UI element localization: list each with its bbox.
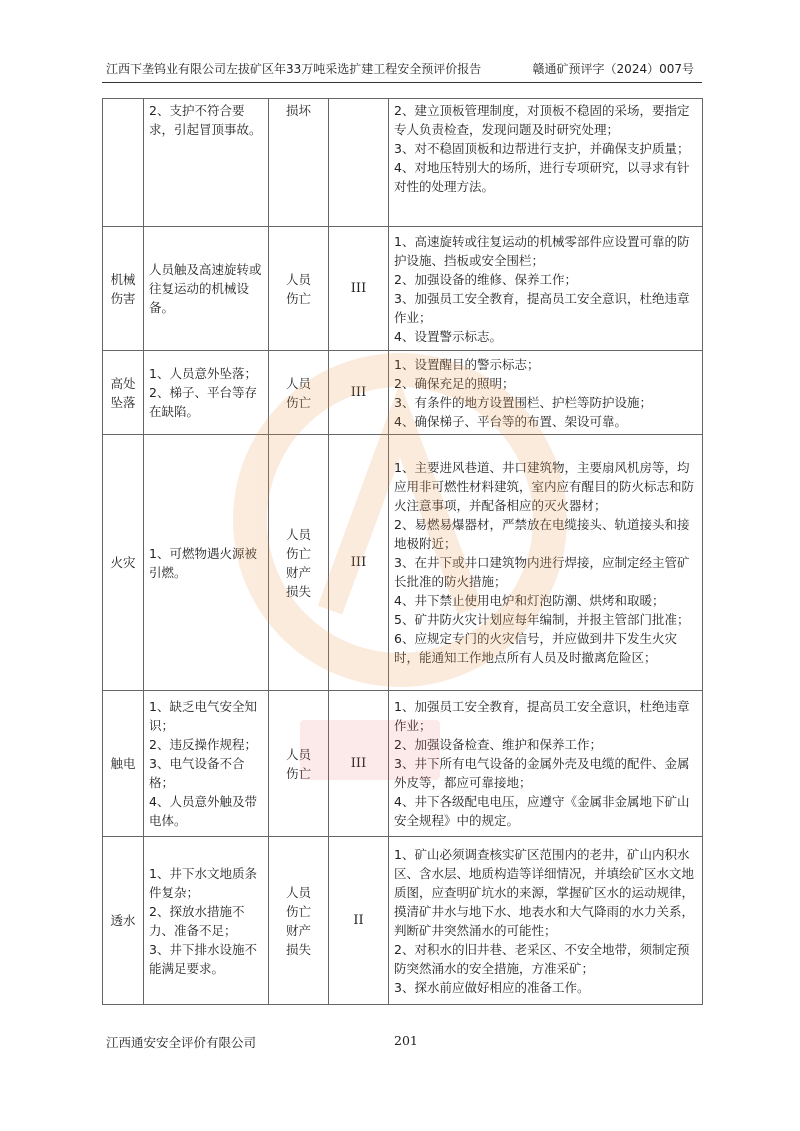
hazard-type-cell-line: 触电: [110, 756, 136, 771]
cause-cell: [144, 227, 269, 351]
cause-cell: [144, 99, 269, 227]
risk-level-cell-line: III: [350, 385, 367, 400]
risk-level-cell: [329, 351, 389, 435]
cause-cell-line: 4、人员意外触及带电体。: [149, 794, 257, 828]
table-row: [103, 227, 703, 351]
consequence-cell-line: 人员: [285, 884, 311, 900]
measures-cell-line: 2、建立顶板管理制度，对顶板不稳固的采场，要指定专人负责检查，发现问题及时研究处理；: [394, 103, 690, 137]
consequence-cell-line: 损坏: [285, 103, 311, 118]
measures-cell-line: 1、高速旋转或往复运动的机械零部件应设置可靠的防护设施、挡板或安全围栏；: [394, 233, 690, 268]
measures-cell-line: 2、对积水的旧井巷、老采区、不安全地带，须制定预防突然涌水的安全措施，方准采矿；: [394, 941, 690, 976]
cause-cell-line: 1、缺乏电气安全知识；: [149, 699, 257, 733]
measures-cell-line: 6、应规定专门的火灾信号，并应做到井下发生火灾时，能通知工作地点所有人员及时撤离危险区；: [394, 631, 677, 665]
page-number: 201: [394, 1033, 418, 1048]
measures-cell-line: 2、加强设备检查、维护和保养工作；: [394, 737, 602, 752]
consequence-cell-line: 伤亡: [285, 765, 311, 781]
hazard-type-cell-line: 透水: [110, 913, 136, 928]
consequence-cell-line: 伤亡: [285, 903, 311, 919]
consequence-cell: [269, 837, 329, 1005]
table-row: [103, 837, 703, 1005]
cause-cell-line: 1、人员意外坠落；: [149, 366, 257, 381]
consequence-cell-line: 财产: [285, 564, 311, 580]
measures-cell: [389, 351, 703, 435]
consequence-cell-line: 财产: [285, 922, 311, 938]
hazard-type-cell: [103, 435, 144, 691]
measures-cell-line: 4、井下各级配电电压，应遵守《金属非金属地下矿山安全规程》中的规定。: [394, 794, 690, 828]
measures-cell-line: 3、井下所有电气设备的金属外壳及电缆的配件、金属外皮等，都应可靠接地；: [394, 756, 690, 790]
measures-cell-line: 3、加强员工安全教育，提高员工安全意识，杜绝违章作业；: [394, 290, 690, 325]
cause-cell-line: 2、梯子、平台等存在缺陷。: [149, 385, 257, 419]
cause-cell: [144, 435, 269, 691]
measures-cell-line: 2、加强设备的维修、保养工作；: [394, 271, 577, 287]
measures-cell-line: 3、在井下或井口建筑物内进行焊接，应制定经主管矿长批准的防火措施；: [394, 555, 690, 589]
consequence-cell-line: 伤亡: [285, 545, 311, 561]
cause-cell-line: 2、违反操作规程；: [149, 737, 257, 752]
hazard-type-cell: [103, 99, 144, 227]
risk-level-cell-line: III: [350, 281, 367, 296]
cause-cell: [144, 837, 269, 1005]
report-title: 江西下垄钨业有限公司左拔矿区年33万吨采选扩建工程安全预评价报告: [106, 62, 482, 76]
measures-cell-line: 1、主要进风巷道、井口建筑物，主要扇风机房等，均应用非可燃性材料建筑，室内应有醒目的防火标志和防火注意事项，并配备相应的灭火器材；: [394, 460, 695, 513]
measures-cell-line: 4、确保梯子、平台等的布置、架设可靠。: [394, 413, 627, 429]
table-row: [103, 691, 703, 837]
hazard-type-cell-line: 高处坠落: [110, 375, 136, 410]
risk-level-cell: [329, 435, 389, 691]
measures-cell: [389, 837, 703, 1005]
cause-cell: [144, 351, 269, 435]
hazard-type-cell: [103, 691, 144, 837]
table-row: [103, 351, 703, 435]
measures-cell-line: 3、有条件的地方设置围栏、护栏等防护设施；: [394, 394, 652, 410]
hazard-type-cell-line: 火灾: [110, 555, 136, 570]
document-number: 赣通矿预评字（2024）007号: [532, 62, 694, 76]
consequence-cell-line: 伤亡: [285, 394, 311, 410]
consequence-cell-line: 伤亡: [285, 290, 311, 306]
risk-level-cell: [329, 99, 389, 227]
consequence-cell: [269, 227, 329, 351]
risk-level-cell: [329, 691, 389, 837]
hazard-type-cell: [103, 837, 144, 1005]
hazard-type-cell-line: 机械伤害: [110, 271, 136, 306]
consequence-cell: [269, 351, 329, 435]
cause-cell-line: 2、支护不符合要求，引起冒顶事故。: [149, 103, 262, 137]
footer-company: 江西通安安全评价有限公司: [106, 1035, 257, 1050]
hazard-table: [102, 98, 703, 1005]
consequence-cell-line: 人员: [285, 526, 311, 542]
measures-cell-line: 4、井下禁止使用电炉和灯泡防潮、烘烤和取暖；: [394, 593, 665, 608]
cause-cell-line: 3、井下排水设施不能满足要求。: [149, 941, 257, 976]
measures-cell: [389, 691, 703, 837]
cause-cell-line: 1、井下水文地质条件复杂；: [149, 865, 257, 900]
measures-cell-line: 1、矿山必须调查核实矿区范围内的老井，矿山内积水区、含水层、地质构造等详细情况，并填绘矿区水文地质图，应查明矿坑水的来源，掌握矿区水的运动规律，摸清矿井水与地下水、地表水和大气降雨的水力关系，判断矿井突然涌水的可能性；: [394, 846, 695, 938]
page-header: [102, 56, 702, 83]
risk-level-cell-line: II: [353, 913, 364, 928]
consequence-cell-line: 人员: [285, 746, 311, 762]
risk-level-cell: [329, 227, 389, 351]
hazard-type-cell: [103, 227, 144, 351]
table-row: [103, 99, 703, 227]
hazard-type-cell: [103, 351, 144, 435]
consequence-cell: [269, 691, 329, 837]
consequence-cell-line: 损失: [285, 583, 311, 599]
consequence-cell-line: 人员: [285, 375, 311, 391]
risk-level-cell-line: III: [350, 555, 367, 570]
measures-cell-line: 4、对地压特别大的场所，进行专项研究，以寻求有针对性的处理方法。: [394, 160, 690, 194]
cause-cell: [144, 691, 269, 837]
measures-cell-line: 5、矿井防火灾计划应每年编制，并报主管部门批准；: [394, 612, 690, 627]
measures-cell: [389, 227, 703, 351]
risk-level-cell: [329, 837, 389, 1005]
measures-cell-line: 1、设置醒目的警示标志；: [394, 356, 540, 372]
measures-cell: [389, 435, 703, 691]
cause-cell-line: 1、可燃物遇火源被引燃。: [149, 545, 257, 580]
measures-cell-line: 4、设置警示标志。: [394, 328, 502, 344]
consequence-cell: [269, 435, 329, 691]
risk-level-cell-line: III: [350, 756, 367, 771]
measures-cell-line: 1、加强员工安全教育，提高员工安全意识，杜绝违章作业；: [394, 699, 690, 733]
measures-cell-line: 3、对不稳固顶板和边帮进行支护，并确保支护质量；: [394, 141, 690, 156]
measures-cell-line: 2、易燃易爆器材，严禁放在电缆接头、轨道接头和接地极附近；: [394, 517, 690, 551]
measures-cell-line: 3、探水前应做好相应的准备工作。: [394, 979, 590, 995]
measures-cell: [389, 99, 703, 227]
consequence-cell-line: 人员: [285, 271, 311, 287]
measures-cell-line: 2、确保充足的照明；: [394, 375, 515, 391]
cause-cell-line: 3、电气设备不合格；: [149, 756, 245, 790]
table-row: [103, 435, 703, 691]
consequence-cell-line: 损失: [285, 941, 311, 957]
consequence-cell: [269, 99, 329, 227]
cause-cell-line: 人员触及高速旋转或往复运动的机械设备。: [149, 262, 262, 315]
cause-cell-line: 2、探放水措施不力、准备不足；: [149, 903, 245, 938]
